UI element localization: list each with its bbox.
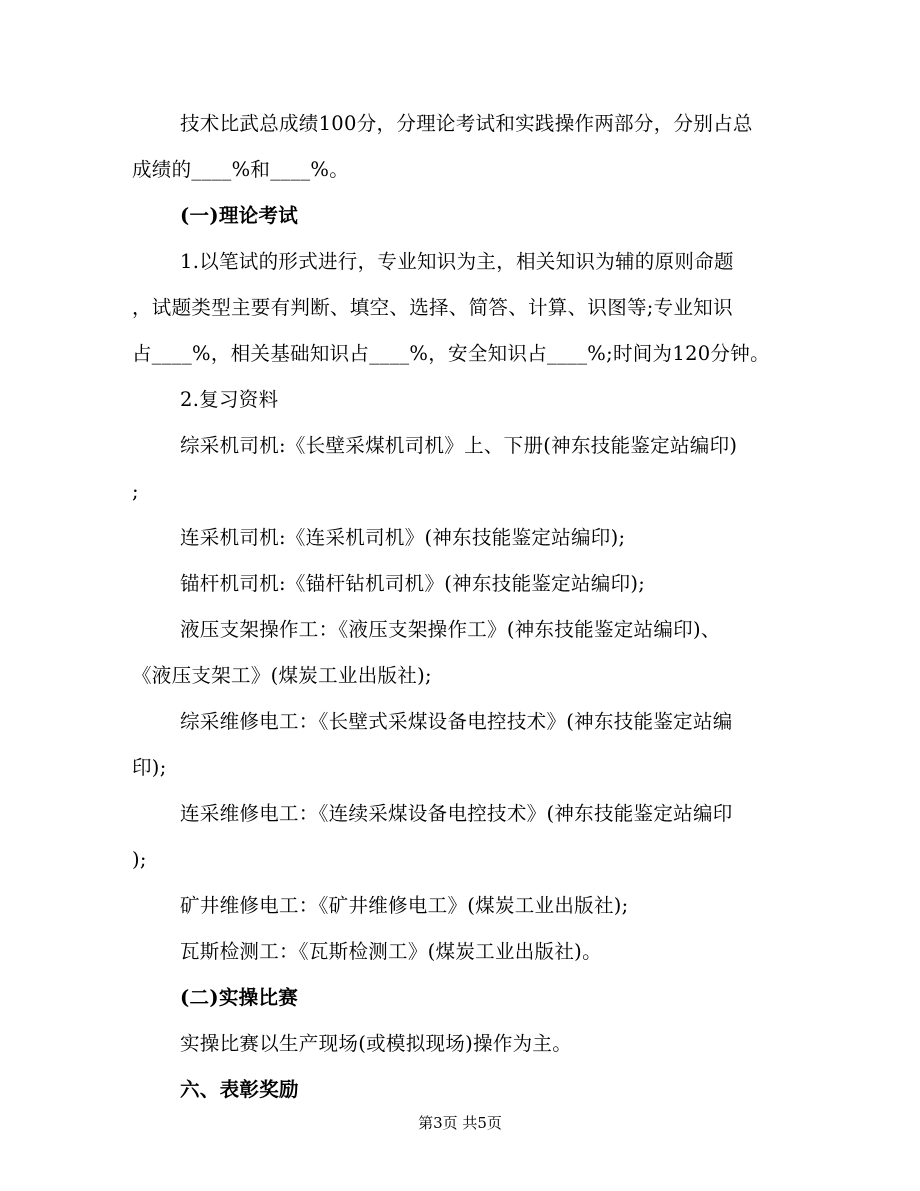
section-heading: (二)实操比赛 [180,986,299,1009]
document-body [132,101,787,1113]
text-line: 连采机司机:《连采机司机》(神东技能鉴定站编印); [180,526,626,549]
section-heading: 六、表彰奖励 [180,1078,299,1101]
text-line: 印); [132,756,167,779]
text-line: 占____%，相关基础知识占____%，安全知识占____%;时间为120分钟。 [132,342,770,365]
text-line: ; [132,480,139,503]
text-line: ); [132,848,147,871]
section-heading: (一)理论考试 [180,204,299,227]
text-line: 综采维修电工：《长壁式采煤设备电控技术》(神东技能鉴定站编 [180,710,733,733]
text-line: 液压支架操作工：《液压支架操作工》(神东技能鉴定站编印)、 [180,618,721,641]
text-line: 《液压支架工》(煤炭工业出版社); [132,664,432,687]
page-footer: 第3页 共5页 [418,1114,502,1132]
text-line: 连采维修电工：《连续采煤设备电控技术》(神东技能鉴定站编印 [180,802,733,825]
text-line: 成绩的____%和____%。 [132,158,350,181]
text-line: 锚杆机司机:《锚杆钻机司机》(神东技能鉴定站编印); [180,572,646,595]
text-line: ，试题类型主要有判断、填空、选择、简答、计算、识图等;专业知识 [132,296,733,319]
text-line: 1.以笔试的形式进行，专业知识为主，相关知识为辅的原则命题 [180,250,734,273]
text-line: 实操比赛以生产现场(或模拟现场)操作为主。 [180,1032,573,1055]
text-line: 矿井维修电工：《矿井维修电工》(煤炭工业出版社); [180,894,629,917]
text-line: 2.复习资料 [180,388,279,411]
text-line: 综采机司机:《长壁采煤机司机》上、下册(神东技能鉴定站编印) [180,434,738,457]
text-line: 技术比武总成绩100分，分理论考试和实践操作两部分，分别占总 [180,112,753,135]
text-line: 瓦斯检测工：《瓦斯检测工》(煤炭工业出版社)。 [180,940,602,963]
